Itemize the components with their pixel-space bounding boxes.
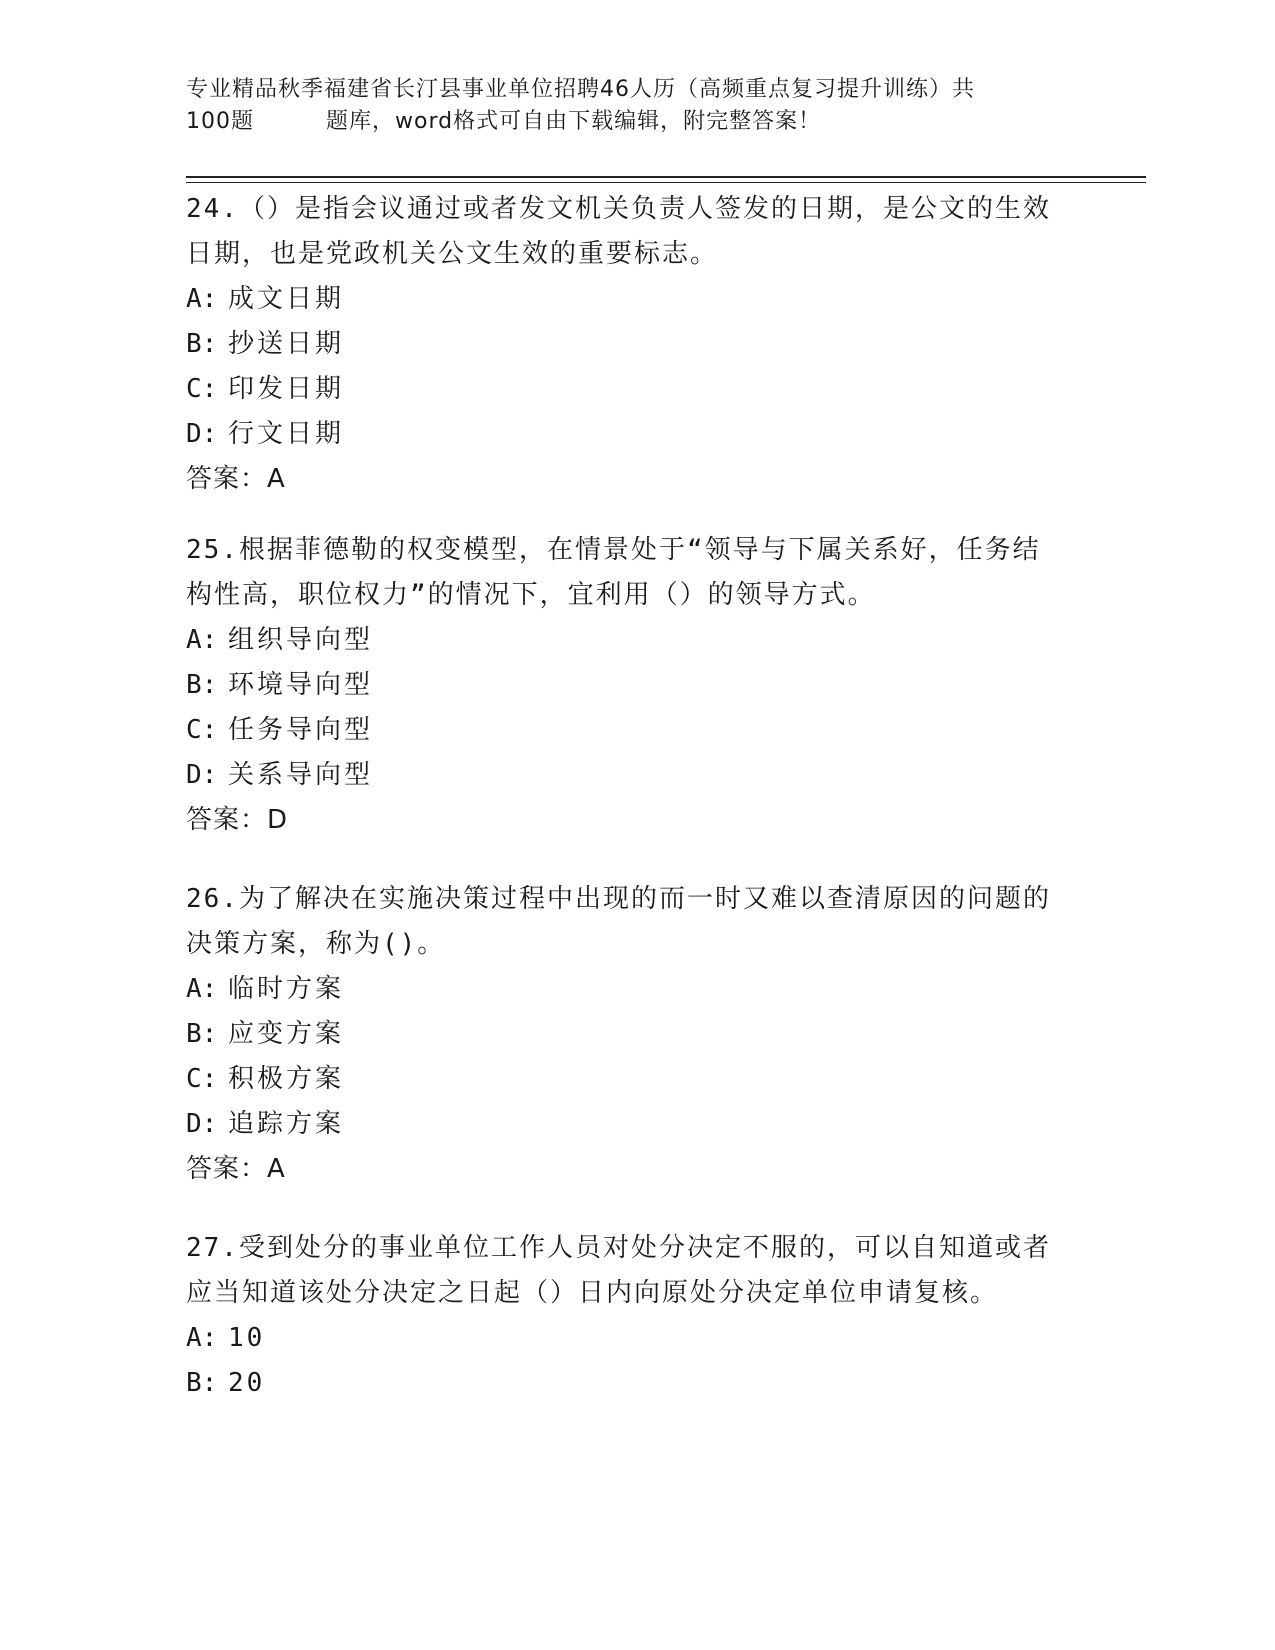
option-letter: A:	[186, 1323, 218, 1353]
question-27	[186, 1226, 1066, 1406]
option-text: 抄送日期	[228, 329, 345, 359]
option-text: 追踪方案	[228, 1109, 345, 1139]
option-letter: C:	[186, 374, 218, 404]
option-c	[186, 708, 1066, 753]
option-b	[186, 663, 1066, 708]
option-letter: D:	[186, 1109, 218, 1139]
header-title-line1: 专业精品秋季福建省长汀县事业单位招聘46人历（高频重点复习提升训练）共	[186, 77, 975, 102]
header-description: 题库，word格式可自由下载编辑，附完整答案！	[326, 109, 822, 134]
question-text: 26.为了解决在实施决策过程中出现的而一时又难以查清原因的问题的决策方案，称为()。	[186, 884, 1051, 959]
option-text: 临时方案	[228, 974, 345, 1004]
header-title-line2	[186, 106, 1106, 138]
question-text: 27.受到处分的事业单位工作人员对处分决定不服的，可以自知道或者应当知道该处分决定之日起（）日内向原处分决定单位申请复核。	[186, 1233, 1051, 1308]
option-letter: B:	[186, 1019, 218, 1049]
header-divider-thin	[186, 182, 1146, 183]
option-text: 环境导向型	[228, 670, 374, 700]
option-d	[186, 412, 1066, 457]
option-a	[186, 618, 1066, 663]
option-text: 应变方案	[228, 1019, 345, 1049]
option-text: 积极方案	[228, 1064, 345, 1094]
option-text: 行文日期	[228, 419, 345, 449]
option-text: 印发日期	[228, 374, 345, 404]
option-c	[186, 367, 1066, 412]
option-b	[186, 1012, 1066, 1057]
option-a	[186, 967, 1066, 1012]
option-b	[186, 1361, 1066, 1406]
document-header	[186, 74, 1106, 138]
question-25	[186, 528, 1066, 843]
answer-line: 答案：A	[186, 1154, 286, 1184]
option-letter: D:	[186, 419, 218, 449]
option-letter: D:	[186, 760, 218, 790]
answer-line: 答案：A	[186, 464, 286, 494]
option-letter: B:	[186, 670, 218, 700]
option-text: 组织导向型	[228, 625, 374, 655]
option-letter: B:	[186, 329, 218, 359]
option-a	[186, 1316, 1066, 1361]
option-c	[186, 1057, 1066, 1102]
option-a	[186, 277, 1066, 322]
option-d	[186, 1102, 1066, 1147]
option-text: 成文日期	[228, 284, 345, 314]
option-letter: C:	[186, 715, 218, 745]
option-letter: A:	[186, 974, 218, 1004]
question-text: 25.根据菲德勒的权变模型，在情景处于“领导与下属关系好，任务结构性高，职位权力”的情况下，宜利用（）的领导方式。	[186, 535, 1041, 610]
option-letter: C:	[186, 1064, 218, 1094]
option-text: 关系导向型	[228, 760, 374, 790]
header-question-count: 100题	[186, 109, 254, 134]
option-text: 任务导向型	[228, 715, 374, 745]
option-letter: A:	[186, 284, 218, 314]
option-letter: A:	[186, 625, 218, 655]
option-d	[186, 753, 1066, 798]
option-letter: B:	[186, 1368, 218, 1398]
question-text: 24.（）是指会议通过或者发文机关负责人签发的日期，是公文的生效日期，也是党政机关公文生效的重要标志。	[186, 194, 1051, 269]
answer-line: 答案：D	[186, 805, 289, 835]
option-text: 10	[228, 1323, 266, 1353]
question-26	[186, 877, 1066, 1192]
option-b	[186, 322, 1066, 367]
header-divider-thick	[186, 176, 1146, 178]
question-24	[186, 187, 1066, 502]
option-text: 20	[228, 1368, 266, 1398]
